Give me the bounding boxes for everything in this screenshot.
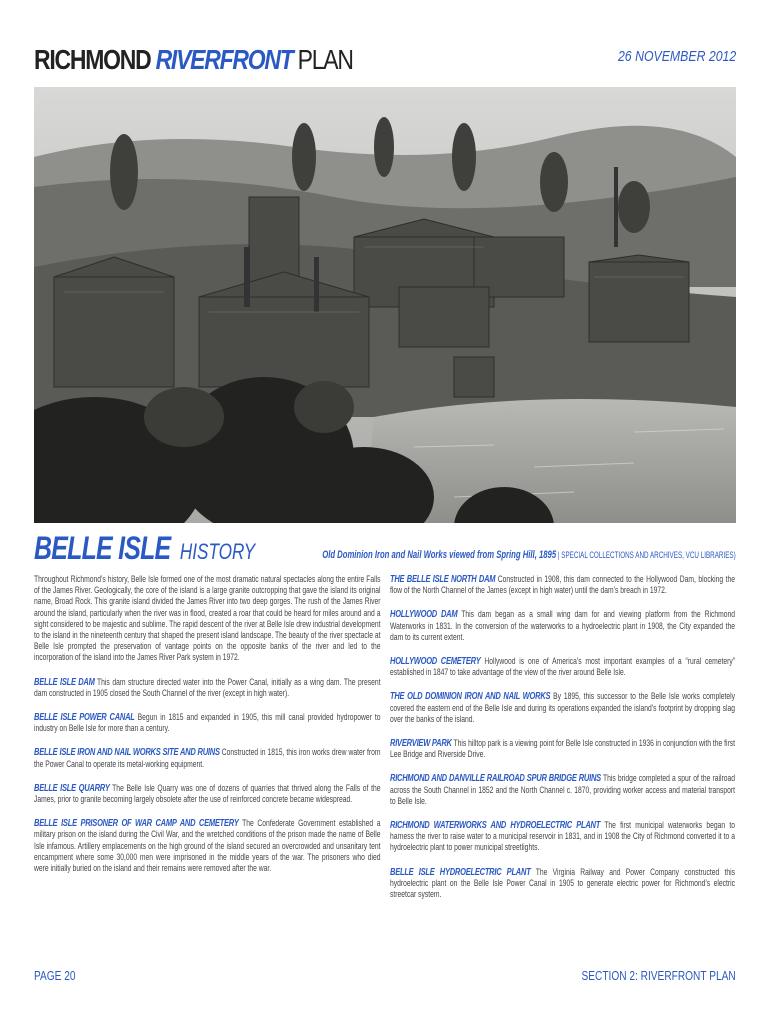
history-item: [390, 867, 735, 901]
history-item-text: The Belle Isle Quarry was one of dozens of quarries that thrived along the Falls of the James, prior to granite becoming largely obsolete after the use of reinforced concrete became widespread.: [34, 782, 381, 805]
history-item-text: The first municipal waterworks began to harness the river to raise water to a municipal reservoir in 1831, and in 1908 the City of Richmond converted it to a hydroelectric plant to power municipal streetlights.: [390, 820, 736, 853]
history-item-title: RICHMOND WATERWORKS AND HYDROELECTRIC PLANT: [390, 820, 601, 832]
title-richmond: RICHMOND: [34, 44, 156, 75]
history-item-title: RIVERVIEW PARK: [390, 738, 452, 750]
history-item-text: Constructed in 1908, this dam connected to the Hollywood Dam, blocking the flow of the North Channel of the James (except in high water) until the dam’s breach in 1972.: [390, 574, 735, 596]
history-item: [390, 773, 735, 807]
document-date: 26 NOVEMBER 2012: [617, 48, 736, 65]
historic-photo-illustration: [34, 87, 736, 523]
photo-caption: [322, 549, 736, 561]
section-footer: SECTION 2: RIVERFRONT PLAN: [581, 968, 736, 983]
history-item-text: This bridge completed a spur of the railroad across the South Channel in 1852 and the North Channel c. 1870, providing worker access and material transport to Belle Isle.: [390, 773, 736, 806]
history-item: [34, 747, 381, 769]
history-item-text: This dam structure directed water into the Power Canal, initially as a wing dam. The present dam constructed in 1905 closed the South Channel of the river (except in high water).: [34, 676, 381, 698]
history-item: [390, 656, 735, 678]
history-item: [390, 609, 735, 643]
section-heading: [34, 530, 255, 568]
history-item: [390, 738, 735, 760]
history-item-text: By 1895, this successor to the Belle Isle works completely covered the eastern end of the Belle Isle and during its operations expanded the island’s footprint by dropping slag over the banks of the island.: [390, 691, 735, 724]
history-item: [34, 818, 381, 874]
historic-photo: [34, 87, 736, 523]
history-item-title: HOLLYWOOD CEMETERY: [390, 656, 481, 668]
page-number: PAGE 20: [34, 968, 76, 983]
photo-caption-credit: | SPECIAL COLLECTIONS AND ARCHIVES, VCU LIBRARIES): [556, 550, 736, 560]
title-riverfront: RIVERFRONT: [155, 44, 293, 75]
history-item-title: BELLE ISLE PRISONER OF WAR CAMP AND CEMETERY: [34, 818, 239, 830]
history-item: [34, 712, 381, 734]
history-item-title: THE BELLE ISLE NORTH DAM: [390, 574, 496, 585]
history-item-title: BELLE ISLE POWER CANAL: [34, 712, 135, 724]
history-item-text: The Virginia Railway and Power Company constructed this hydroelectric plant on the Belle Isle Power Canal in 1905 to generate electric power for Richmond’s electric streetcar system.: [390, 866, 735, 900]
history-item-title: THE OLD DOMINION IRON AND NAIL WORKS: [390, 691, 551, 703]
history-item-text: This dam began as a small wing dam for and viewing platform from the Richmond Waterworks in 1831. In the conversion of the waterworks to a hydroelectric plant in 1908, the City expanded the dam to its current extent.: [390, 609, 735, 642]
history-item-text: The Confederate Government established a military prison on the island during the Civil War, and the wretched conditions of the prison made the name of Belle Isle infamous. Artillery emplacements on the high ground of the island secured an overcrowded and unsanitary tent encampment where some 30,000 men were imprisoned in the middle years of the war. The prisoners who died were initially buried on the island and their remains were removed after the war.: [34, 818, 381, 874]
right-column: [390, 574, 735, 913]
history-item: [390, 574, 735, 596]
section-subtitle: HISTORY: [175, 539, 256, 564]
history-item: [390, 820, 735, 854]
history-item-text: Hollywood is one of America’s most important examples of a “rural cemetery” established in 1847 to take advantage of the view of the river around Belle Isle.: [390, 656, 736, 678]
history-item-title: RICHMOND AND DANVILLE RAILROAD SPUR BRIDGE RUINS: [390, 773, 601, 785]
history-item-text: Begun in 1815 and expanded in 1905, this mill canal provided hydropower to industry on Belle Isle for more than a century.: [34, 712, 381, 734]
title-plan: PLAN: [292, 44, 353, 75]
history-item-title: HOLLYWOOD DAM: [390, 609, 458, 621]
intro-paragraph: Throughout Richmond’s history, Belle Isle formed one of the most dramatic natural spectacles along the entire Falls of the James River. Geologically, the core of the island is a large granite outcropping that gave the island its original name, Broad Rock. This granite island divided the James River into two deep gorges. The rush of the James River around the island, particularly when the river was in flood, created a roar that could be heard for miles around and a sight considered to be majestic and sublime. The rapid descent of the river at Belle Isle drew industrial development to the island in the nineteenth century that shaped the present island landscape. The beauty of the river spectacle at Belle Isle prompted the preservation of vantage points on the opposite banks of the river and led to the incorporation of the island into the James River Park system in 1972.: [34, 574, 381, 663]
left-column: [34, 574, 379, 887]
history-item: [390, 691, 735, 725]
history-item-title: BELLE ISLE IRON AND NAIL WORKS SITE AND RUINS: [34, 747, 220, 759]
history-item-text: This hilltop park is a viewing point for Belle Isle constructed in 1936 in conjunction with the first Lee Bridge and Riverside Drive.: [390, 738, 736, 760]
page-title: [34, 44, 353, 76]
photo-caption-title: Old Dominion Iron and Nail Works viewed from Spring Hill, 1895: [322, 549, 557, 561]
history-item-text: Constructed in 1815, this iron works drew water from the Power Canal to operate its metal-working equipment.: [34, 747, 381, 769]
history-item-title: BELLE ISLE HYDROELECTRIC PLANT: [390, 866, 531, 878]
history-item-title: BELLE ISLE DAM: [34, 676, 95, 688]
history-item: [34, 783, 381, 805]
history-item-title: BELLE ISLE QUARRY: [34, 782, 110, 794]
section-title: BELLE ISLE: [34, 530, 171, 566]
history-item: [34, 677, 381, 699]
